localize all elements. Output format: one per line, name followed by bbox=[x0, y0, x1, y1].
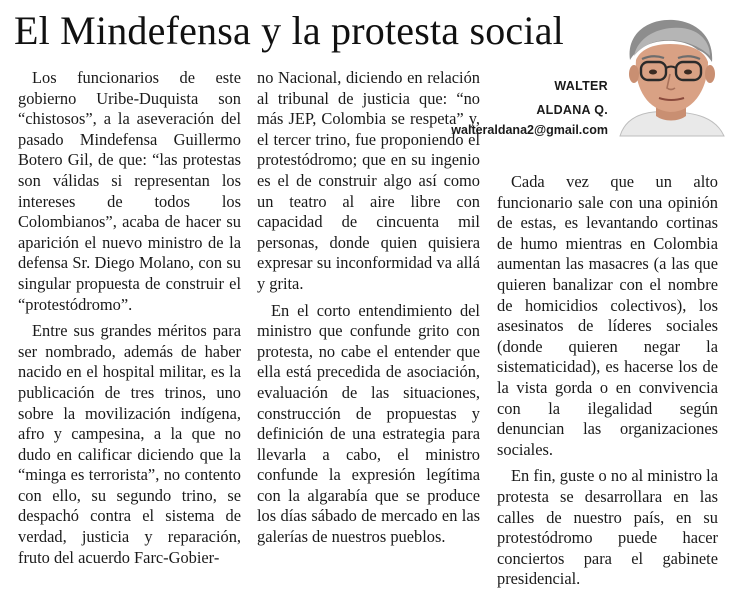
article-column-2 bbox=[257, 68, 480, 548]
paragraph: Entre sus grandes méritos para ser nombrado, además de haber nacido en el hospital militar, es la publicación de tres trinos, uno sobre la movilización indígena, afro y campesina, a la que no dudo en calificar diciendo que la “minga es terrorista”, no contento con ello, su segundo trino, se despachó contra el sistema de verdad, justicia y reparación, fruto del acuerdo Farc-Gobier- bbox=[18, 321, 241, 567]
author-portrait-illustration bbox=[612, 16, 727, 136]
author-last-name: ALDANA Q. bbox=[536, 103, 608, 117]
article-column-3 bbox=[497, 172, 718, 590]
author-byline bbox=[486, 74, 608, 122]
paragraph: Cada vez que un alto funcionario sale con una opinión de estas, es levantando cortinas de humo mientras en Colombia aumentan las masacres (a las que quieren banalizar con el nombre de homicidios colectivos), los asesinatos de líderes sociales (donde quieren negar la sistematicidad), es hacerse los de la vista gorda o en convivencia con la ilegalidad según denuncian las organizaciones sociales. bbox=[497, 172, 718, 459]
author-photo bbox=[612, 16, 727, 136]
paragraph-continued: no Nacional, diciendo en relación al tribunal de justicia que: “no más JEP, Colombia se respeta” y, el tercer trino, fue proponiendo el protestódromo; que en su ingenio es el de construir algo así como un teatro al aire libre con capacidad de cincuenta mil personas, donde quien quisiera expresar su inconformidad va allá y grita. bbox=[257, 68, 480, 293]
author-email: walteraldana2@gmail.com bbox=[451, 123, 608, 137]
author-first-name: WALTER bbox=[554, 79, 608, 93]
paragraph: En fin, guste o no al ministro la protesta se desarrollara en las calles de nuestro país, en su protestódromo puede hacer conciertos para el gabinete presidencial. bbox=[497, 466, 718, 589]
article-column-1 bbox=[18, 68, 241, 568]
paragraph: En el corto entendimiento del ministro que confunde grito con protesta, no cabe el entender que ella está precedida de asociación, evaluación de las situaciones, construcción de propuestas y definición de una estrategia para llevarla a cabo, el ministro confunde la expresión legítima con la algarabía que se produce los días sábado de mercado en las galerías de nuestros pueblos. bbox=[257, 300, 480, 547]
paragraph: Los funcionarios de este gobierno Uribe-Duquista son “chistosos”, a la aseveración del pasado Mindefensa Guillermo Botero Gil, de que: “las protestas son válidas si representan los intereses de todos los Colombianos”, acaba de hacer su aparición el nuevo ministro de la defensa Sr. Diego Molano, con su singular propuesta de construir el “protestódromo”. bbox=[18, 68, 241, 314]
article-headline: El Mindefensa y la protesta social bbox=[14, 8, 564, 53]
